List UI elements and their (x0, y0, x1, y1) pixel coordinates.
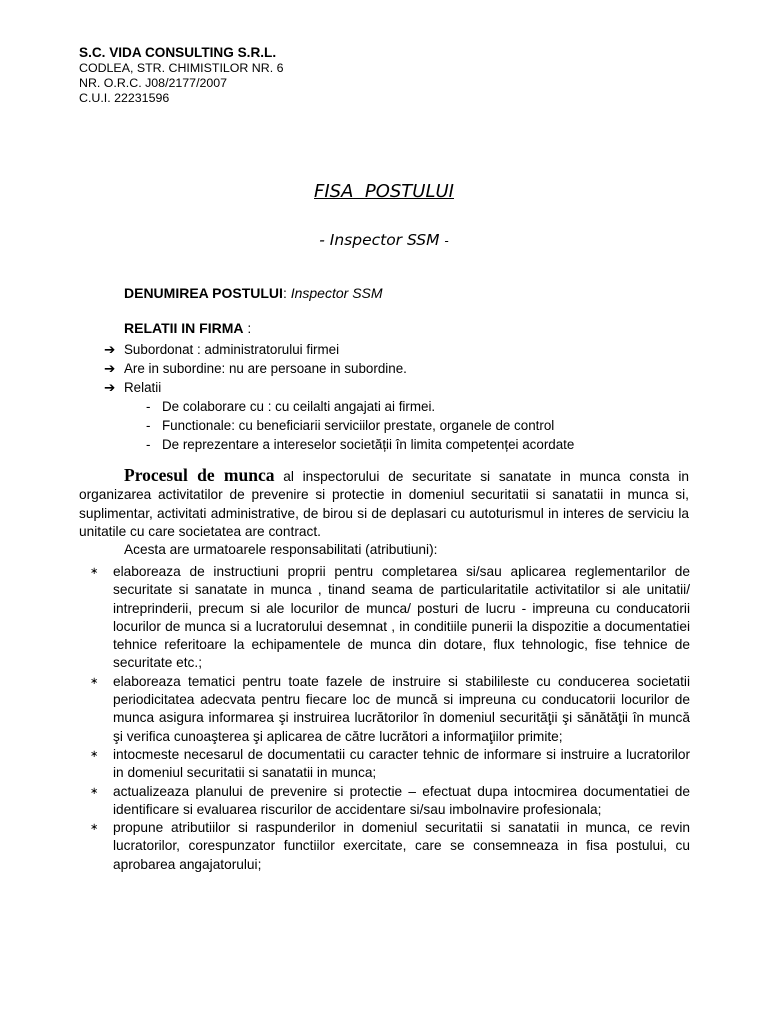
asterisk-bullet-icon: ∗ (90, 566, 99, 577)
list-item: ∗ actualizeaza planului de prevenire si protectie – efectuat dupa intocmirea documentatiei de identificare si evaluarea riscurilor de accidentare si/sau imbolnavire profesionala; (90, 783, 690, 820)
list-item: - Functionale: cu beneficiarii serviciilor prestate, organele de control (146, 418, 555, 433)
arrow-right-icon: ➔ (104, 380, 116, 395)
document-title: FISA POSTULUI (314, 181, 454, 202)
list-item: - De colaborare cu : cu ceilalti angajati ai firmei. (146, 399, 436, 414)
company-address: CODLEA, STR. CHIMISTILOR NR. 6 (79, 61, 284, 75)
company-cui: C.U.I. 22231596 (79, 91, 170, 105)
relations-sublist (146, 397, 574, 454)
process-text: al inspectorului de securitate si sanatate in munca consta in organizarea activitatilor de prevenire si protectie in domeniul securitatii si sanatatii in munca si, suplimentar, activitati administrative, de birou si de deplasari cu autoturismul in interes de serviciu la unitatile cu care societatea are contract. (79, 469, 689, 539)
relations-heading: RELATII IN FIRMA : (124, 320, 252, 336)
arrow-right-icon: ➔ (104, 342, 116, 357)
company-orc: NR. O.R.C. J08/2177/2007 (79, 76, 228, 90)
list-item: ∗ intocmeste necesarul de documentatii cu caracter tehnic de informare si instruire a lucratorilor in domeniul securitatii si sanatatii in munca; (90, 746, 690, 783)
dash-bullet-icon: - (146, 437, 151, 452)
list-item: ➔ Are in subordine: nu are persoane in subordine. (104, 361, 407, 376)
post-name-line: DENUMIREA POSTULUI: Inspector SSM (124, 285, 383, 301)
list-item: ➔ Subordonat : administratorului firmei (104, 342, 340, 357)
process-lead: Procesul de munca (124, 465, 275, 485)
relations-list (104, 340, 407, 397)
post-name-label: DENUMIREA POSTULUI (124, 285, 283, 301)
document-subtitle: - Inspector SSM - (319, 231, 449, 249)
dash-bullet-icon: - (146, 399, 151, 414)
list-item: ∗ propune atributiilor si raspunderilor in domeniul securitatii si sanatatii in munca, ce revin lucratorilor, corespunzator functiilor exercitate, care se consemneaza in fisa postului, cu aprobarea angajatorului; (90, 819, 690, 874)
list-item: ➔ Relatii (104, 380, 162, 395)
post-name-value: Inspector SSM (290, 285, 383, 301)
list-item: - De reprezentare a intereselor societății în limita competenței acordate (146, 437, 575, 452)
arrow-right-icon: ➔ (104, 361, 116, 376)
process-intro: Acesta are urmatoarele responsabilitati (atributiuni): (124, 542, 438, 558)
asterisk-bullet-icon: ∗ (90, 675, 99, 687)
company-header (79, 44, 283, 106)
responsibilities-list (90, 563, 690, 874)
list-item: ∗ elaboreaza de instructiuni proprii pentru completarea si/sau aplicarea reglementarilor de securitate si sanatate in munca , tinand seama de particularitatile activitatilor si ale unitatii/ intreprinderii, precum si ale locurilor de munca/ posturi de lucru - impreuna cu conducatorii locurilor de munca si a lucratorului desemnat , in conditiile punerii la dispozitie a documentatiei tehnice referitoare la echipamentele de munca din dotare, flux tehnologic, fise tehnice de securitate etc.; (90, 563, 690, 673)
asterisk-bullet-icon: ∗ (90, 748, 99, 760)
process-paragraph (79, 466, 689, 559)
company-name: S.C. VIDA CONSULTING S.R.L. (79, 45, 277, 60)
dash-bullet-icon: - (146, 418, 151, 433)
asterisk-bullet-icon: ∗ (90, 785, 99, 797)
asterisk-bullet-icon: ∗ (90, 822, 99, 834)
list-item: ∗ elaboreaza tematici pentru toate fazele de instruire si stabilileste cu conducerea societatii periodicitatea adecvata pentru fiecare loc de muncă si impreuna cu conducatorii locurilor de munca asigura informarea şi instruirea lucrătorilor în domeniul securităţii şi sănătăţii în muncă şi verifica cunoaşterea şi aplicarea de către lucrători a informaţiilor primite; (90, 673, 690, 746)
